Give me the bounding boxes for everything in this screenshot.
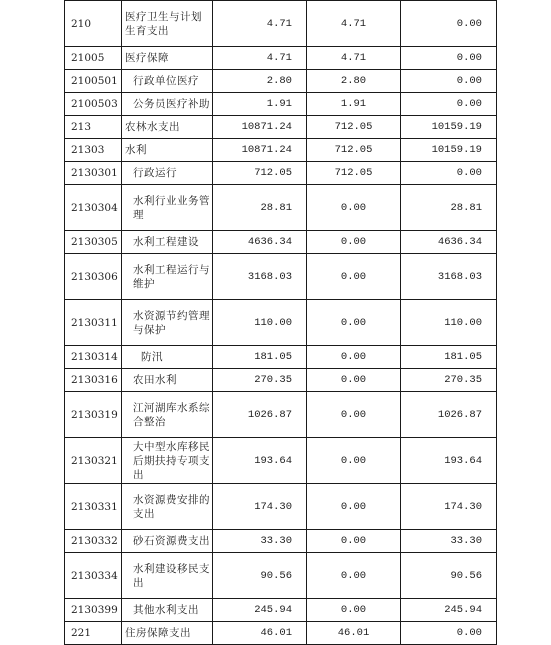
project-expenditure-cell: 3168.03 — [401, 254, 497, 300]
project-expenditure-cell: 4636.34 — [401, 231, 497, 254]
total-amount-cell: 270.35 — [213, 369, 307, 392]
basic-expenditure-cell: 0.00 — [307, 530, 401, 553]
table-row — [65, 530, 497, 553]
table-row — [65, 300, 497, 346]
table-row — [65, 369, 497, 392]
table-row — [65, 599, 497, 622]
table-row — [65, 254, 497, 300]
basic-expenditure-cell: 0.00 — [307, 484, 401, 530]
project-expenditure-cell: 270.35 — [401, 369, 497, 392]
project-expenditure-cell: 33.30 — [401, 530, 497, 553]
total-amount-cell: 46.01 — [213, 622, 307, 645]
total-amount-cell: 110.00 — [213, 300, 307, 346]
project-expenditure-cell: 0.00 — [401, 1, 497, 47]
basic-expenditure-cell: 1.91 — [307, 93, 401, 116]
account-name-cell: 水利行业业务管理 — [122, 185, 213, 231]
basic-expenditure-cell: 0.00 — [307, 300, 401, 346]
project-expenditure-cell: 0.00 — [401, 47, 497, 70]
basic-expenditure-cell: 0.00 — [307, 438, 401, 484]
account-code-cell: 2130301 — [65, 162, 122, 185]
total-amount-cell: 1026.87 — [213, 392, 307, 438]
basic-expenditure-cell: 0.00 — [307, 369, 401, 392]
basic-expenditure-cell: 0.00 — [307, 392, 401, 438]
account-name-cell: 大中型水库移民后期扶持专项支出 — [122, 438, 213, 484]
project-expenditure-cell: 10159.19 — [401, 116, 497, 139]
basic-expenditure-cell: 4.71 — [307, 1, 401, 47]
basic-expenditure-cell: 0.00 — [307, 599, 401, 622]
table-row — [65, 553, 497, 599]
account-code-cell: 2130316 — [65, 369, 122, 392]
project-expenditure-cell: 10159.19 — [401, 139, 497, 162]
account-code-cell: 2130321 — [65, 438, 122, 484]
account-code-cell: 2130334 — [65, 553, 122, 599]
total-amount-cell: 4.71 — [213, 47, 307, 70]
total-amount-cell: 181.05 — [213, 346, 307, 369]
basic-expenditure-cell: 0.00 — [307, 553, 401, 599]
table-row — [65, 139, 497, 162]
account-name-cell: 农田水利 — [122, 369, 213, 392]
basic-expenditure-cell: 712.05 — [307, 139, 401, 162]
table-row — [65, 392, 497, 438]
table-row — [65, 1, 497, 47]
account-code-cell: 2130314 — [65, 346, 122, 369]
project-expenditure-cell: 0.00 — [401, 70, 497, 93]
basic-expenditure-cell: 712.05 — [307, 162, 401, 185]
account-code-cell: 2130332 — [65, 530, 122, 553]
basic-expenditure-cell: 46.01 — [307, 622, 401, 645]
basic-expenditure-cell: 0.00 — [307, 185, 401, 231]
project-expenditure-cell: 28.81 — [401, 185, 497, 231]
account-name-cell: 行政运行 — [122, 162, 213, 185]
total-amount-cell: 4.71 — [213, 1, 307, 47]
table-row — [65, 484, 497, 530]
account-name-cell: 水资源费安排的支出 — [122, 484, 213, 530]
account-name-cell: 水利工程建设 — [122, 231, 213, 254]
table-row — [65, 47, 497, 70]
account-code-cell: 221 — [65, 622, 122, 645]
total-amount-cell: 90.56 — [213, 553, 307, 599]
account-name-cell: 行政单位医疗 — [122, 70, 213, 93]
project-expenditure-cell: 193.64 — [401, 438, 497, 484]
project-expenditure-cell: 0.00 — [401, 93, 497, 116]
table-row — [65, 185, 497, 231]
total-amount-cell: 174.30 — [213, 484, 307, 530]
account-name-cell: 水利工程运行与维护 — [122, 254, 213, 300]
table-row — [65, 162, 497, 185]
account-code-cell: 2130305 — [65, 231, 122, 254]
project-expenditure-cell: 1026.87 — [401, 392, 497, 438]
project-expenditure-cell: 174.30 — [401, 484, 497, 530]
account-code-cell: 213 — [65, 116, 122, 139]
account-name-cell: 防汛 — [122, 346, 213, 369]
total-amount-cell: 4636.34 — [213, 231, 307, 254]
account-code-cell: 21005 — [65, 47, 122, 70]
basic-expenditure-cell: 0.00 — [307, 346, 401, 369]
total-amount-cell: 33.30 — [213, 530, 307, 553]
project-expenditure-cell: 90.56 — [401, 553, 497, 599]
account-name-cell: 医疗保障 — [122, 47, 213, 70]
project-expenditure-cell: 245.94 — [401, 599, 497, 622]
account-name-cell: 农林水支出 — [122, 116, 213, 139]
basic-expenditure-cell: 0.00 — [307, 254, 401, 300]
table-row — [65, 438, 497, 484]
total-amount-cell: 245.94 — [213, 599, 307, 622]
account-code-cell: 2130311 — [65, 300, 122, 346]
account-name-cell: 公务员医疗补助 — [122, 93, 213, 116]
table-row — [65, 70, 497, 93]
basic-expenditure-cell: 2.80 — [307, 70, 401, 93]
table-row — [65, 346, 497, 369]
account-name-cell: 住房保障支出 — [122, 622, 213, 645]
account-name-cell: 医疗卫生与计划生育支出 — [122, 1, 213, 47]
account-code-cell: 2130331 — [65, 484, 122, 530]
table-body — [65, 1, 497, 645]
account-code-cell: 2130304 — [65, 185, 122, 231]
account-code-cell: 2130399 — [65, 599, 122, 622]
account-name-cell: 水利 — [122, 139, 213, 162]
total-amount-cell: 2.80 — [213, 70, 307, 93]
total-amount-cell: 10871.24 — [213, 139, 307, 162]
account-code-cell: 2130306 — [65, 254, 122, 300]
account-code-cell: 2130319 — [65, 392, 122, 438]
budget-table — [64, 0, 497, 645]
table-row — [65, 116, 497, 139]
project-expenditure-cell: 181.05 — [401, 346, 497, 369]
account-name-cell: 砂石资源费支出 — [122, 530, 213, 553]
total-amount-cell: 193.64 — [213, 438, 307, 484]
account-name-cell: 其他水利支出 — [122, 599, 213, 622]
account-code-cell: 2100501 — [65, 70, 122, 93]
table-row — [65, 231, 497, 254]
project-expenditure-cell: 0.00 — [401, 622, 497, 645]
account-code-cell: 210 — [65, 1, 122, 47]
account-name-cell: 江河湖库水系综合整治 — [122, 392, 213, 438]
project-expenditure-cell: 110.00 — [401, 300, 497, 346]
project-expenditure-cell: 0.00 — [401, 162, 497, 185]
table-row — [65, 93, 497, 116]
account-code-cell: 21303 — [65, 139, 122, 162]
basic-expenditure-cell: 712.05 — [307, 116, 401, 139]
total-amount-cell: 1.91 — [213, 93, 307, 116]
total-amount-cell: 3168.03 — [213, 254, 307, 300]
total-amount-cell: 712.05 — [213, 162, 307, 185]
account-name-cell: 水利建设移民支出 — [122, 553, 213, 599]
total-amount-cell: 10871.24 — [213, 116, 307, 139]
basic-expenditure-cell: 4.71 — [307, 47, 401, 70]
basic-expenditure-cell: 0.00 — [307, 231, 401, 254]
total-amount-cell: 28.81 — [213, 185, 307, 231]
account-code-cell: 2100503 — [65, 93, 122, 116]
table-row — [65, 622, 497, 645]
account-name-cell: 水资源节约管理与保护 — [122, 300, 213, 346]
